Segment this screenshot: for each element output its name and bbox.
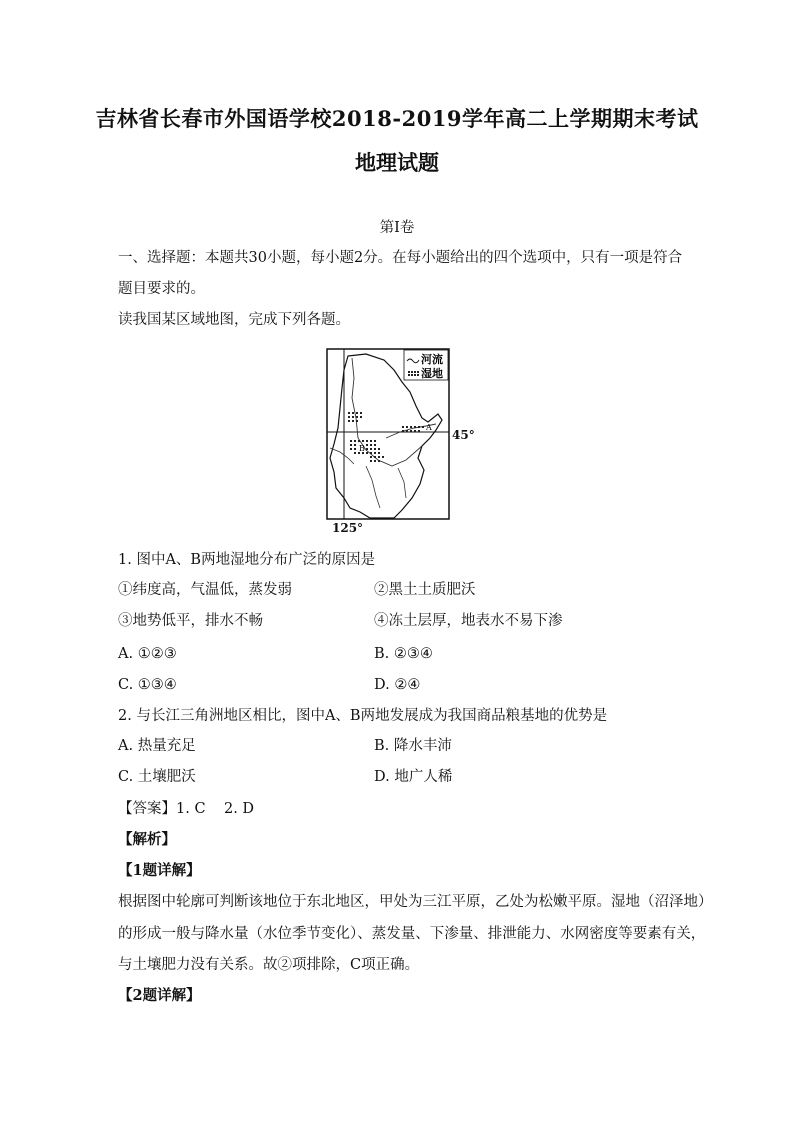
intro-text: 读我国某区域地图，完成下列各题。 <box>118 312 350 328</box>
q1-statement-2: ②黑土土质肥沃 <box>374 582 476 598</box>
detail-1-heading: 【1题详解】 <box>118 862 201 879</box>
q2-option-d: D. 地广人稀 <box>374 769 453 785</box>
q2-option-c: C. 土壤肥沃 <box>118 769 196 785</box>
section-heading-line-2: 题目要求的。 <box>118 281 205 297</box>
detail-1-line-3: 与土壤肥力没有关系。故②项排除，C项正确。 <box>118 957 420 973</box>
section-heading-line-1: 一、选择题：本题共30小题，每小题2分。在每小题给出的四个选项中，只有一项是符合 <box>118 250 683 266</box>
analysis-heading: 【解析】 <box>118 831 176 848</box>
q1-option-b: B. ②③④ <box>374 646 433 662</box>
q1-statement-4: ④冻土层厚，地表水不易下渗 <box>374 613 563 629</box>
longitude-label: 125° <box>332 521 364 535</box>
legend-wetland-label: 湿地 <box>421 367 443 380</box>
volume-label: 第Ⅰ卷 <box>379 220 415 236</box>
answer-line: 【答案】1. C 2. D <box>118 801 255 817</box>
document-title: 吉林省长春市外国语学校2018-2019学年高二上学期期末考试 <box>95 106 699 131</box>
detail-1-line-2: 的形成一般与降水量（水位季节变化）、蒸发量、下渗量、排泄能力、水网密度等要素有关， <box>118 926 706 942</box>
q2-stem: 2. 与长江三角洲地区相比，图中A、B两地发展成为我国商品粮基地的优势是 <box>118 708 608 724</box>
legend-river-label: 河流 <box>421 353 443 366</box>
map-label-a: A <box>426 423 432 432</box>
q1-option-c: C. ①③④ <box>118 677 177 693</box>
q1-statement-3: ③地势低平，排水不畅 <box>118 613 263 629</box>
q2-option-b: B. 降水丰沛 <box>374 738 452 754</box>
q2-option-a: A. 热量充足 <box>118 738 196 754</box>
map-label-b: B <box>359 444 365 453</box>
document-subtitle: 地理试题 <box>355 150 439 175</box>
detail-2-heading: 【2题详解】 <box>118 987 201 1004</box>
q1-option-d: D. ②④ <box>374 677 421 693</box>
latitude-label: 45° <box>452 428 475 442</box>
region-map <box>326 348 450 528</box>
q1-stem: 1. 图中A、B两地湿地分布广泛的原因是 <box>118 552 376 568</box>
q1-statement-1: ①纬度高，气温低，蒸发弱 <box>118 582 292 598</box>
detail-1-line-1: 根据图中轮廓可判断该地位于东北地区，甲处为三江平原，乙处为松嫩平原。湿地（沼泽地） <box>118 894 713 910</box>
q1-option-a: A. ①②③ <box>118 646 177 662</box>
